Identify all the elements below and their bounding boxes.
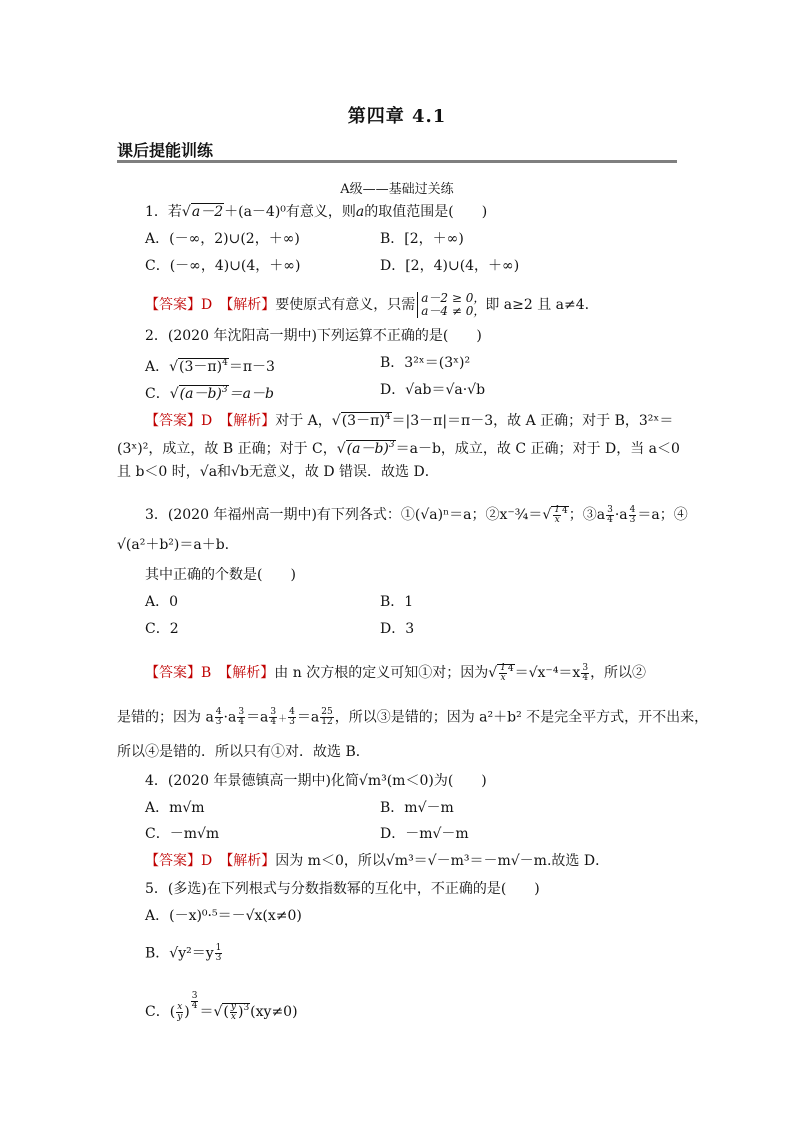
q3-exp-2-num: 4: [629, 504, 636, 515]
q2-option-a-base: (3－π): [179, 359, 223, 375]
q1-var: a: [355, 204, 365, 220]
q3-option-a: A．0: [145, 594, 179, 610]
q2-exp2-radicand: [346, 440, 396, 457]
q3-exp2-d: ＝a: [296, 709, 320, 726]
radical-sign: √: [542, 507, 552, 523]
q3-exp1-fraction-den: x: [500, 672, 506, 683]
q5-paren-close-2: ): [237, 1004, 244, 1020]
q3-exp1-exp: 4: [507, 664, 514, 674]
q2-exp2-exp: 3: [388, 440, 395, 450]
q2-option-c: [145, 381, 274, 403]
q3-exp2-power-5-num: 25: [321, 707, 333, 717]
radical-sign: √: [181, 204, 191, 220]
radical-sign: √: [213, 1004, 223, 1020]
q3-exp1-c: ，所以②: [590, 665, 647, 681]
q5-option-b-power: [215, 944, 223, 963]
q3-exp2-b: ·a: [223, 709, 237, 726]
q2-exp2-a: (3ˣ)²，成立，故 B 正确；对于 C，: [117, 441, 337, 457]
q3-stem-a: 3．(2020 年福州高一期中)有下列各式：①(√a)ⁿ＝a；②x⁻¾＝: [145, 507, 543, 523]
q1-stem-b: 有意义，则: [285, 204, 356, 220]
q5-option-c-rad-fraction: [230, 1003, 237, 1022]
q1-rest: ＋(a－4)⁰: [224, 204, 286, 220]
q3-line2: √(a²＋b²)＝a＋b.: [117, 537, 230, 553]
q5-option-c-rad-fraction-den: x: [230, 1011, 236, 1022]
q2-option-a-exp: 4: [222, 358, 228, 368]
q1-radicand: a－2: [191, 204, 224, 220]
q1-stem-a: 1．若: [145, 204, 182, 220]
q5-paren-open: (: [169, 1004, 176, 1020]
q5-option-b-text: B．√y²＝y: [145, 945, 214, 962]
radical-sign: √: [169, 359, 179, 375]
q2-option-c-exp: 3: [221, 385, 228, 395]
q4-exp: 因为 m＜0，所以√m³＝√－m³＝－m√－m.故选 D．: [275, 853, 610, 869]
q3-ask: 其中正确的个数是( ): [145, 567, 296, 583]
q3-fraction-den: x: [554, 514, 560, 525]
q3-stem-c: ·a: [614, 507, 628, 523]
q5-option-b-power-num: 1: [215, 943, 222, 953]
radical-sign: √: [169, 386, 179, 402]
q3-fraction-num: 1: [554, 504, 561, 515]
q2-exp1-base: (3－π): [341, 413, 385, 429]
q5-option-c: [145, 992, 298, 1022]
q5-option-c-rad-fraction-num: y: [230, 1001, 236, 1012]
q3-exp2-power-4-num: 4: [289, 707, 295, 717]
q3-exp2-power-2-den: 4: [238, 717, 245, 727]
q3-option-c: C．2: [145, 621, 179, 637]
q1-answer-label: 【答案】D 【解析】: [145, 297, 276, 313]
q3-exp2-plus: ＋: [278, 714, 288, 725]
q1-option-c: C．(－∞，4)∪(4，＋∞): [145, 258, 301, 274]
q1-system: [417, 292, 485, 318]
q2-option-a-radicand: [178, 358, 229, 375]
q5-option-c-power-den: 4: [191, 1001, 198, 1011]
q3-exp2-c: ＝a: [246, 709, 269, 726]
q5-option-c-eq: ＝: [199, 1004, 214, 1020]
q3-exp2-power-1: [215, 708, 223, 727]
q2-option-a-value: ＝π－3: [228, 359, 275, 375]
q3-exp2-power-3-num: 3: [270, 707, 277, 717]
q2-option-c-radicand: [179, 385, 229, 402]
q2-option-d: D．√ab＝√a·√b: [380, 382, 486, 398]
q5-option-c-fraction-num: x: [177, 1001, 183, 1012]
q4-option-c: C．－m√m: [145, 826, 220, 842]
q3-exp2-power-1-den: 3: [215, 717, 222, 727]
q1-stem-c: 的取值范围是( ): [364, 204, 488, 220]
q2-option-a: [145, 354, 275, 376]
q3-radicand-exp: 4: [562, 506, 568, 516]
q3-stem: [145, 502, 688, 525]
q3-exp2-power-4: [288, 708, 296, 727]
q2-exp1-a: 对于 A，: [275, 413, 332, 429]
q5-paren-close: ): [184, 1004, 190, 1020]
q4-option-b: B．m√－m: [380, 800, 454, 816]
q3-exp2-a: 是错的；因为 a: [117, 709, 214, 726]
q1-exp-a: 要使原式有意义，只需: [275, 297, 416, 313]
q2-solution-line1: [145, 408, 673, 430]
section-title: 课后提能训练: [117, 141, 214, 160]
q5-option-a: A．(－x)⁰·⁵＝－√x(x≠0): [145, 908, 302, 924]
q3-exp2-power-5: [320, 708, 333, 727]
q5-option-c-power-num: 3: [191, 991, 198, 1001]
q3-exp1-fraction: [499, 664, 507, 683]
q4-answer-label: 【答案】D 【解析】: [145, 853, 276, 869]
q1-option-b: B．[2，＋∞): [380, 231, 464, 247]
q5-option-c-rad-exp: 3: [243, 1003, 250, 1013]
q3-answer-label: 【答案】B 【解析】: [145, 665, 275, 681]
q3-exp-1: [606, 506, 614, 525]
level-title: A级——基础过关练: [340, 182, 454, 197]
q3-exp2-power-1-num: 4: [215, 707, 222, 717]
q3-exp1: 由 n 次方根的定义可知①对；因为: [274, 665, 489, 681]
q5-option-b: [145, 944, 223, 963]
q2-option-b: B．3²ˣ＝(3ˣ)²: [380, 355, 471, 371]
q2-answer-label: 【答案】D 【解析】: [145, 413, 276, 429]
q3-solution-line1: [145, 660, 646, 683]
q3-option-d: D．3: [380, 621, 415, 637]
q3-exp1-power-den: 4: [582, 672, 589, 683]
q3-exp1-b: ＝√x⁻⁴＝x: [514, 665, 581, 681]
q2-exp1-b: ＝|3－π|＝π－3，故 A 正确；对于 B，3²ˣ＝: [391, 413, 674, 429]
q1-stem: [145, 203, 487, 221]
q1-solution: [145, 292, 589, 318]
q3-fraction: [553, 506, 561, 525]
q5-option-c-fraction: [176, 1003, 183, 1022]
radical-sign: √: [331, 413, 341, 429]
q5-option-c-label: C．: [145, 1004, 170, 1020]
q3-exp-1-den: 4: [607, 514, 613, 525]
title-rule: [117, 160, 677, 163]
chapter-title: 第四章 4.1: [347, 106, 447, 127]
q2-option-c-label: C．: [145, 386, 170, 402]
q5-stem: 5．(多选)在下列根式与分数指数幂的互化中，不正确的是( ): [145, 881, 540, 897]
q2-solution-line2: [117, 436, 680, 458]
q1-system-top: a－2 ≥ 0，: [421, 291, 486, 305]
q3-exp1-power-num: 3: [582, 662, 589, 673]
q3-solution-line3: 所以④是错的．所以只有①对．故选 B．: [117, 744, 370, 760]
q2-option-a-label: A．: [145, 359, 170, 375]
q3-exp-2-den: 3: [629, 514, 636, 525]
q3-stem-d: ＝a；④: [637, 507, 688, 523]
q3-exp1-radicand: [497, 664, 514, 681]
q3-exp2-power-5-den: 12: [321, 717, 333, 727]
q3-solution-line2: [117, 708, 708, 729]
q5-paren-open-2: (: [223, 1004, 229, 1020]
q1-system-bottom: a－4 ≠ 0，: [421, 304, 486, 318]
q1-option-d: D．[2，4)∪(4，＋∞): [380, 258, 520, 274]
q1-option-a: A．(－∞，2)∪(2，＋∞): [145, 231, 300, 247]
q3-exp2-power-3-den: 4: [270, 717, 277, 727]
q5-option-c-cond: (xy≠0): [250, 1004, 298, 1020]
q5-option-c-power: [191, 992, 199, 1011]
q4-solution: [145, 852, 609, 870]
q2-exp2-b: ＝a－b，成立，故 C 正确；对于 D，当 a＜0: [395, 441, 680, 457]
q5-option-b-power-den: 3: [215, 953, 222, 963]
radical-sign: √: [488, 665, 498, 681]
q5-option-c-radicand: [222, 1003, 250, 1020]
q3-exp2-power-2-num: 3: [238, 707, 245, 717]
q2-exp1-radicand: [341, 412, 392, 429]
q4-option-d: D．－m√－m: [380, 826, 469, 842]
q3-exp2-e: ，所以③是错的；因为 a²＋b² 不是完全平方式，开不出来，: [334, 709, 709, 726]
q3-exp-1-num: 3: [607, 504, 613, 515]
q2-exp1-exp: 4: [384, 412, 391, 422]
q3-radicand: [551, 506, 568, 523]
q3-exp2-power-4-den: 3: [289, 717, 295, 727]
q1-exp-b: 即 a≥2 且 a≠4.: [485, 297, 590, 313]
q2-stem: 2．(2020 年沈阳高一期中)下列运算不正确的是( ): [145, 328, 482, 344]
q4-stem: 4．(2020 年景德镇高一期中)化简√m³(m＜0)为( ): [145, 773, 487, 789]
q2-option-c-value: ＝a－b: [228, 386, 274, 402]
q3-exp2-power-2: [237, 708, 245, 727]
q3-exp1-power: [581, 664, 589, 683]
radical-sign: √: [336, 441, 346, 457]
q3-exp-2: [629, 506, 637, 525]
q2-solution-line3: 且 b＜0 时，√a和√b无意义，故 D 错误．故选 D．: [117, 464, 439, 480]
q3-exp2-power-3: [269, 708, 277, 727]
q5-option-c-fraction-den: y: [177, 1011, 183, 1022]
q2-option-c-base: (a－b): [179, 386, 222, 402]
q2-exp2-base: (a－b): [346, 441, 389, 457]
q4-option-a: A．m√m: [145, 800, 205, 816]
q3-option-b: B．1: [380, 594, 414, 610]
q3-stem-b: ；③a: [568, 507, 606, 523]
q3-exp1-fraction-num: 1: [500, 662, 506, 673]
